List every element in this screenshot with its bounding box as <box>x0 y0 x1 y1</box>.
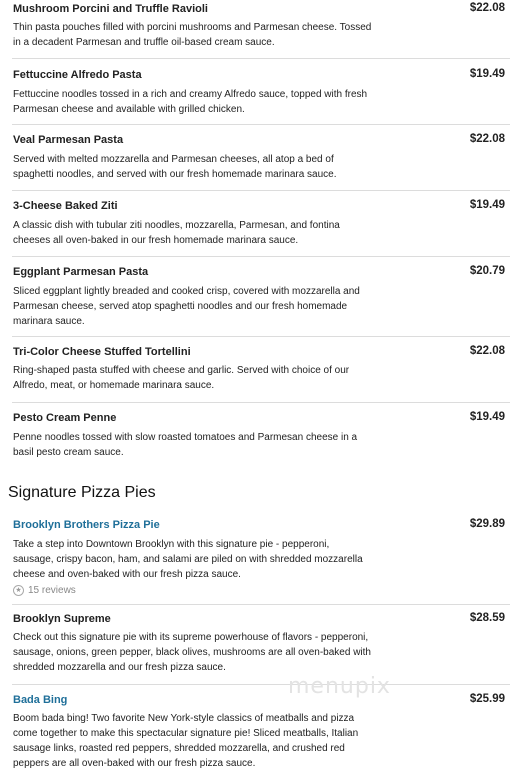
description-line: sausage links, roasted red peppers, shredded mozzarella, and crushed red <box>13 743 345 754</box>
item-name-link[interactable]: Brooklyn Brothers Pizza Pie <box>13 519 160 531</box>
description-line: cheeses all oven-baked in our fresh homemade marinara sauce. <box>13 235 299 246</box>
description-line: Fettuccine noodles tossed in a rich and creamy Alfredo sauce, topped with fresh <box>13 89 368 100</box>
item-price: $29.89 <box>469 518 505 530</box>
description-line: marinara sauce. <box>13 316 85 327</box>
description-line: shredded mozzarella and our fresh pizza sauce. <box>13 662 226 673</box>
item-description <box>13 152 413 182</box>
menu-item <box>12 684 510 769</box>
description-line: Sliced eggplant lightly breaded and cooked crisp, covered with mozzarella and <box>13 286 360 297</box>
item-description <box>13 20 413 50</box>
reviews-link[interactable] <box>13 585 76 596</box>
description-line: peppers are all oven-baked with our fresh pizza sauce. <box>13 758 256 769</box>
item-name: 3-Cheese Baked Ziti <box>13 200 118 212</box>
item-description <box>13 284 413 329</box>
description-line: sausage, crispy bacon, ham, and salami are piled on with shredded mozzarella <box>13 554 363 565</box>
menu-item <box>12 256 510 337</box>
star-icon: ★ <box>13 585 24 596</box>
item-price: $22.08 <box>469 133 505 145</box>
description-line: Parmesan cheese, served atop spaghetti noodles and our fresh homemade <box>13 301 348 312</box>
item-price: $19.49 <box>469 411 505 423</box>
item-name: Brooklyn Supreme <box>13 613 111 625</box>
description-line: Boom bada bing! Two favorite New York-style classics of meatballs and pizza <box>13 713 355 724</box>
description-line: Alfredo, meat, or homemade marinara sauce. <box>13 380 215 391</box>
item-description <box>13 430 413 460</box>
description-line: Take a step into Downtown Brooklyn with this signature pie - pepperoni, <box>13 539 330 550</box>
item-price: $25.99 <box>469 693 505 705</box>
item-description <box>13 218 413 248</box>
menu-item <box>12 58 510 125</box>
item-name: Eggplant Parmesan Pasta <box>13 266 149 278</box>
menu-item <box>12 604 510 685</box>
item-name-link[interactable]: Bada Bing <box>13 694 68 706</box>
description-line: Ring-shaped pasta stuffed with cheese and garlic. Served with choice of our <box>13 365 350 376</box>
menu-item <box>12 336 510 403</box>
item-description <box>13 711 413 771</box>
item-description <box>13 537 413 582</box>
description-line: A classic dish with tubular ziti noodles, mozzarella, Parmesan, and fontina <box>13 220 340 231</box>
item-price: $19.49 <box>469 68 505 80</box>
description-line: Served with melted mozzarella and Parmesan cheeses, all atop a bed of <box>13 154 334 165</box>
description-line: Check out this signature pie with its supreme powerhouse of flavors - pepperoni, <box>13 632 369 643</box>
item-description <box>13 363 413 393</box>
watermark-logo: menupix <box>288 674 391 699</box>
description-line: basil pesto cream sauce. <box>13 447 124 458</box>
item-price: $22.08 <box>469 2 505 14</box>
item-name: Tri-Color Cheese Stuffed Tortellini <box>13 346 191 358</box>
menu-item <box>12 512 510 605</box>
item-price: $28.59 <box>469 612 505 624</box>
description-line: sausage, onions, green pepper, black olives, mushrooms are all oven-baked with <box>13 647 371 658</box>
menu-item <box>12 190 510 257</box>
description-line: Parmesan cheese and available with grilled chicken. <box>13 104 245 115</box>
reviews-count: 15 reviews <box>28 585 76 596</box>
item-name: Pesto Cream Penne <box>13 412 117 424</box>
menu-item <box>12 0 510 59</box>
item-description <box>13 630 413 675</box>
description-line: come together to make this spectacular signature pie! Sliced meatballs, Italian <box>13 728 359 739</box>
item-price: $19.49 <box>469 199 505 211</box>
menu-item <box>12 402 510 468</box>
item-name: Mushroom Porcini and Truffle Ravioli <box>13 3 208 15</box>
item-description <box>13 87 413 117</box>
item-name: Veal Parmesan Pasta <box>13 134 124 146</box>
section-heading: Signature Pizza Pies <box>8 484 156 501</box>
item-price: $22.08 <box>469 345 505 357</box>
item-price: $20.79 <box>469 265 505 277</box>
description-line: cheese and oven-baked with our fresh pizza sauce. <box>13 569 241 580</box>
description-line: spaghetti noodles, and served with our fresh homemade marinara sauce. <box>13 169 337 180</box>
description-line: Penne noodles tossed with slow roasted tomatoes and Parmesan cheese in a <box>13 432 358 443</box>
menu-item <box>12 124 510 191</box>
description-line: in a decadent Parmesan and truffle oil-based cream sauce. <box>13 37 275 48</box>
description-line: Thin pasta pouches filled with porcini mushrooms and Parmesan cheese. Tossed <box>13 22 372 33</box>
item-name: Fettuccine Alfredo Pasta <box>13 69 142 81</box>
